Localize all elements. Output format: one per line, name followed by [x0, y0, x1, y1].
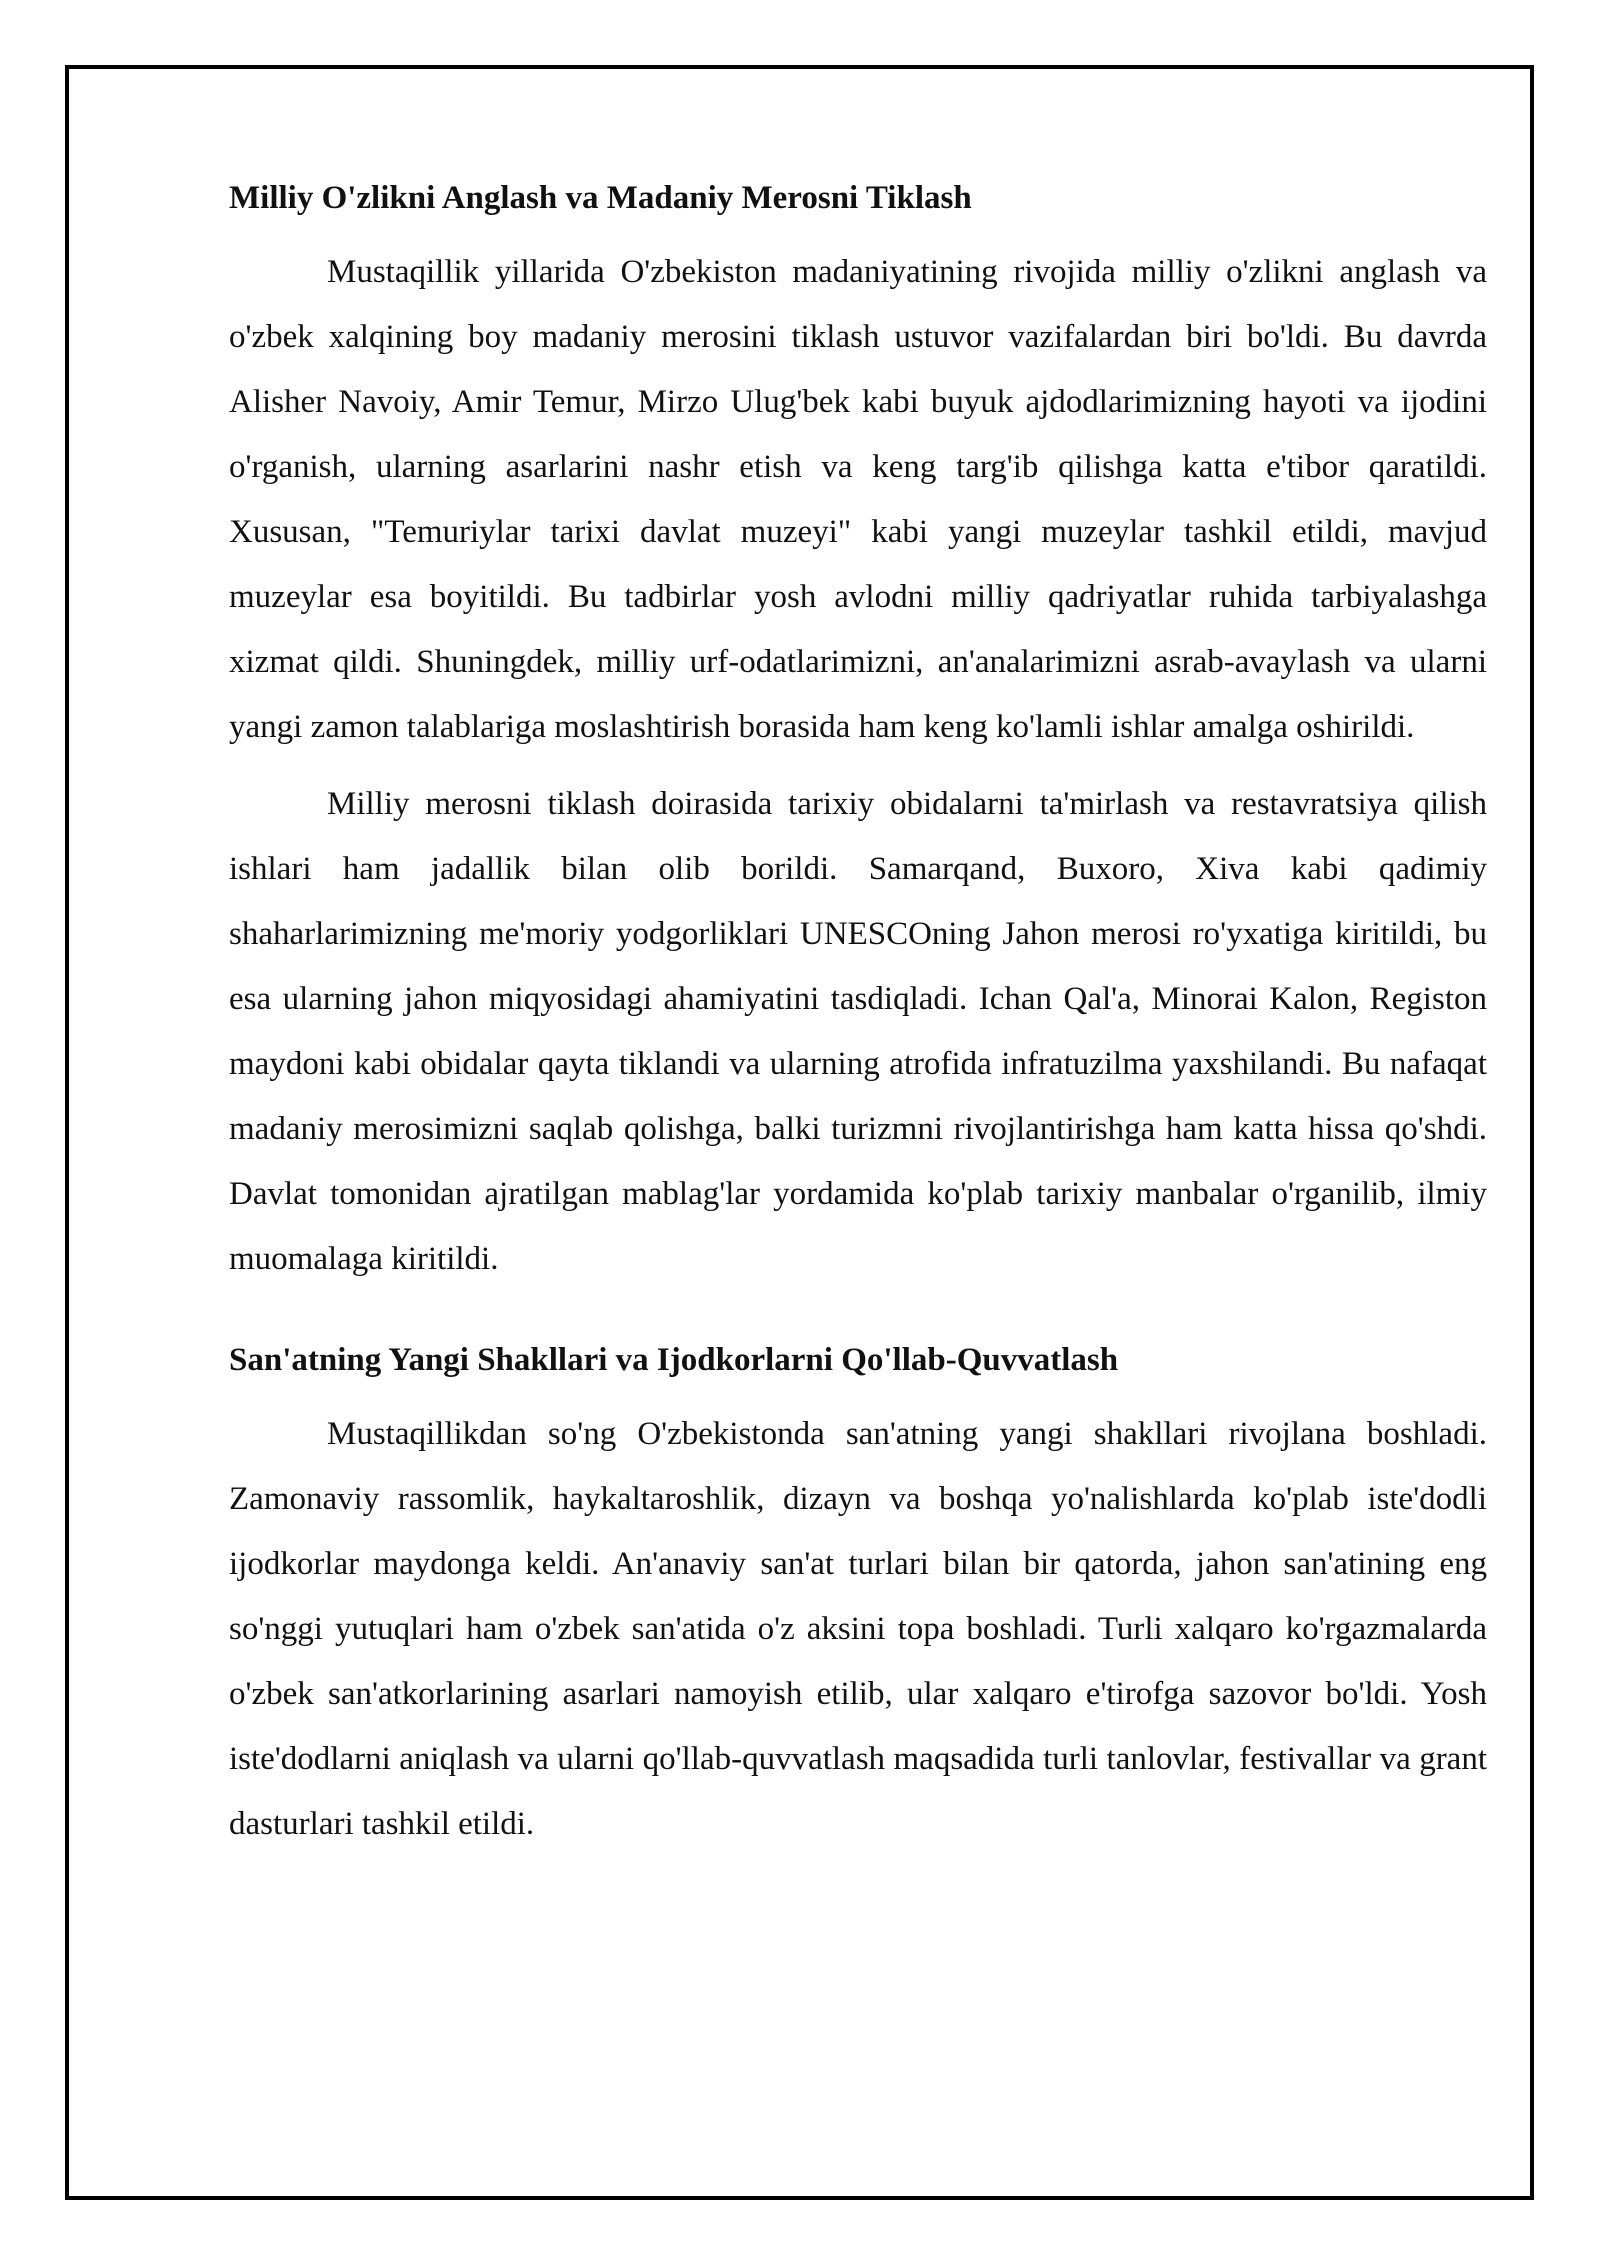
section-heading-milliy-ozlik: Milliy O'zlikni Anglash va Madaniy Merosni Tiklash — [229, 180, 972, 216]
paragraph-milliy-ozlik-1: Mustaqillik yillarida O'zbekiston madaniyatining rivojida milliy o'zlikni anglash va o'zbek xalqining boy madaniy merosini tiklash ustuvor vazifalardan biri bo'ldi. Bu davrda Alisher Navoiy, Amir Temur, Mirzo Ulug'bek kabi buyuk ajdodlarimizning hayoti va ijodini o'rganish, ularning asarlarini nashr etish va keng targ'ib qilishga katta e'tibor qaratildi. Xususan, "Temuriylar tarixi davlat muzeyi" kabi yangi muzeylar tashkil etildi, mavjud muzeylar esa boyitildi. Bu tadbirlar yosh avlodni milliy qadriyatlar ruhida tarbiyalashga xizmat qildi. Shuningdek, milliy urf-odatlarimizni, an'analarimizni asrab-avaylash va ularni yangi zamon talablariga moslashtirish borasida ham keng ko'lamli ishlar amalga oshirildi. — [229, 254, 1487, 745]
paragraph-milliy-meros-2: Milliy merosni tiklash doirasida tarixiy obidalarni ta'mirlash va restavratsiya qilish ishlari ham jadallik bilan olib borildi. Samarqand, Buxoro, Xiva kabi qadimiy shaharlarimizning me'moriy yodgorliklari UNESCOning Jahon merosi ro'yxatiga kiritildi, bu esa ularning jahon miqyosidagi ahamiyatini tasdiqladi. Ichan Qal'a, Minorai Kalon, Registon maydoni kabi obidalar qayta tiklandi va ularning atrofida infratuzilma yaxshilandi. Bu nafaqat madaniy merosimizni saqlab qolishga, balki turizmni rivojlantirishga ham katta hissa qo'shdi. Davlat tomonidan ajratilgan mablag'lar yordamida ko'plab tarixiy manbalar o'rganilib, ilmiy muomalaga kiritildi. — [229, 786, 1487, 1277]
section-heading-sanat-shakllari: San'atning Yangi Shakllari va Ijodkorlarni Qo'llab-Quvvatlash — [229, 1342, 1119, 1378]
document-body — [229, 170, 1487, 1857]
paragraph-sanat-shakllari-1: Mustaqillikdan so'ng O'zbekistonda san'atning yangi shakllari rivojlana boshladi. Zamonaviy rassomlik, haykaltaroshlik, dizayn va boshqa yo'nalishlarda ko'plab iste'dodli ijodkorlar maydonga keldi. An'anaviy san'at turlari bilan bir qatorda, jahon san'atining eng so'nggi yutuqlari ham o'zbek san'atida o'z aksini topa boshladi. Turli xalqaro ko'rgazmalarda o'zbek san'atkorlarining asarlari namoyish etilib, ular xalqaro e'tirofga sazovor bo'ldi. Yosh iste'dodlarni aniqlash va ularni qo'llab-quvvatlash maqsadida turli tanlovlar, festivallar va grant dasturlari tashkil etildi. — [229, 1416, 1487, 1842]
